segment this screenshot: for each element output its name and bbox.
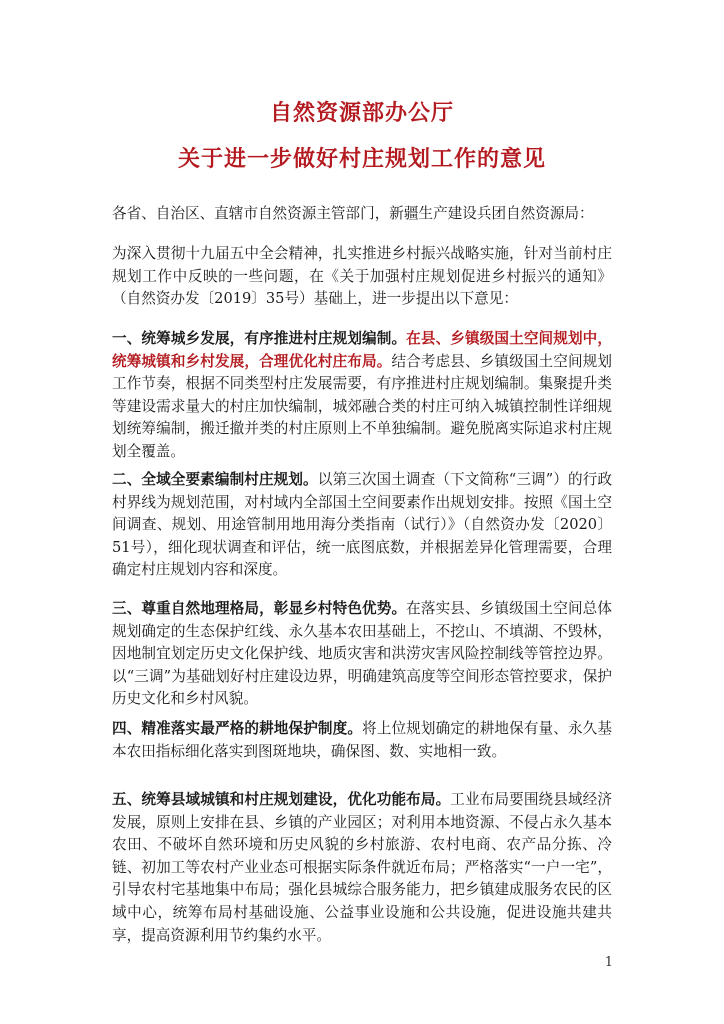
section-2-body: 以第三次国土调查（下文简称“三调”）的行政村界线为规划范围，对村域内全部国土空间要素作出规划安排。按照《国土空间调查、规划、用途管制用地用海分类指南（试行）》（自然资办发〔2020〕51号），细化现状调查和评估，统一底图底数，并根据差异化管理需要，合理确定村庄规划内容和深度。 [112, 471, 612, 579]
section-2 [112, 469, 612, 582]
section-4-body: 将上位规划确定的耕地保有量、永久基本农田指标细化落实到图斑地块，确保图、数、实地相一致。 [112, 720, 612, 760]
section-2-heading: 二、全域全要素编制村庄规划。 [112, 471, 318, 488]
page-number: 1 [604, 955, 613, 970]
doc-title: 关于进一步做好村庄规划工作的意见 [177, 146, 546, 172]
section-3 [112, 598, 612, 711]
org-title: 自然资源部办公厅 [269, 100, 454, 126]
section-3-heading: 三、尊重自然地理格局，彰显乡村特色优势。 [112, 600, 407, 617]
section-1-heading: 一、统筹城乡发展，有序推进村庄规划编制。 [112, 330, 407, 347]
section-4-heading: 四、精准落实最严格的耕地保护制度。 [112, 720, 363, 737]
section-1-body: 结合考虑县、乡镇级国土空间规划工作节奏，根据不同类型村庄发展需要，有序推进村庄规划编制。集聚提升类等建设需求量大的村庄加快编制，城郊融合类的村庄可纳入城镇控制性详细规划统筹编制，搬迁撤并类的村庄原则上不单独编制。避免脱离实际追求村庄规划全覆盖。 [112, 352, 612, 460]
intro-paragraph: 为深入贯彻十九届五中全会精神，扎实推进乡村振兴战略实施，针对当前村庄规划工作中反映的一些问题，在《关于加强村庄规划促进乡村振兴的通知》（自然资办发〔2019〕35号）基础上，进一步提出以下意见： [112, 245, 612, 308]
section-1-highlight: 在县、乡镇级国土空间规划中，统筹城镇和乡村发展，合理优化村庄布局。 [112, 330, 612, 370]
addressee: 各省、自治区、直辖市自然资源主管部门，新疆生产建设兵团自然资源局： [112, 205, 594, 222]
section-5-body: 工业布局要围绕县域经济发展，原则上安排在县、乡镇的产业园区；对利用本地资源、不侵占永久基本农田、不破坏自然环境和历史风貌的乡村旅游、农村电商、农产品分拣、冷链、初加工等农村产业业态可根据实际条件就近布局；严格落实“一户一宅”，引导农村宅基地集中布局；强化县城综合服务能力，把乡镇建成服务农民的区域中心，统筹布局村基础设施、公益事业设施和公共设施，促进设施共建共享，提高资源利用节约集约水平。 [112, 791, 612, 944]
section-4 [112, 718, 612, 763]
section-5 [112, 789, 612, 947]
section-3-body: 在落实县、乡镇级国土空间总体规划确定的生态保护红线、永久基本农田基础上，不挖山、不填湖、不毁林，因地制宜划定历史文化保护线、地质灾害和洪涝灾害风险控制线等管控边界。以“三调”为基础划好村庄建设边界，明确建筑高度等空间形态管控要求，保护历史文化和乡村风貌。 [112, 600, 612, 708]
section-1 [112, 328, 612, 464]
section-5-heading: 五、统筹县域城镇和村庄规划建设，优化功能布局。 [112, 791, 451, 808]
